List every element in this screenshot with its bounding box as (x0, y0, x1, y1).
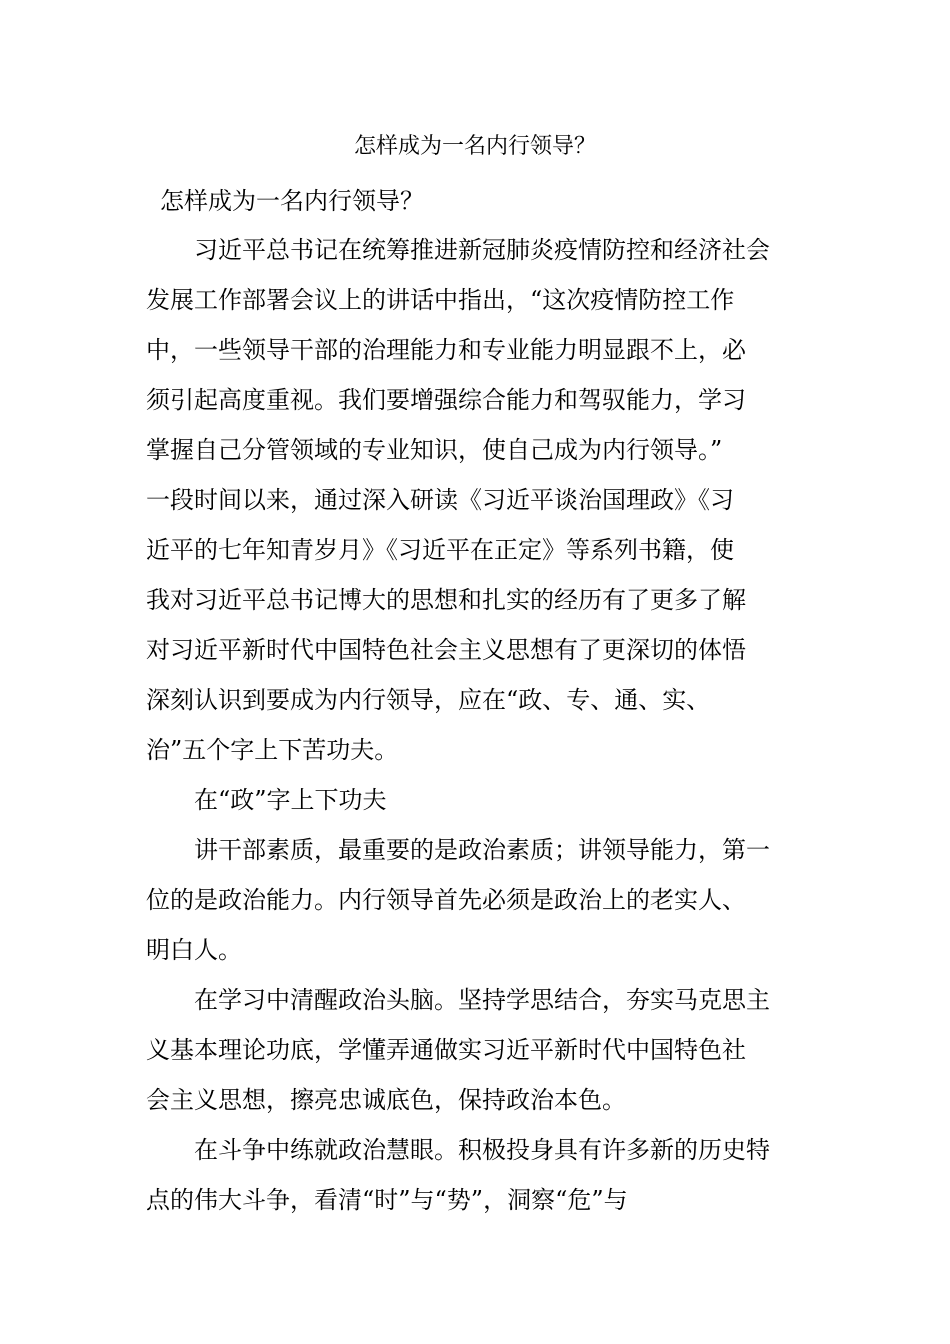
paragraph-line: 讲干部素质，最重要的是政治素质；讲领导能力，第一 (194, 836, 770, 864)
paragraph-line: 点的伟大斗争，看清“时”与“势”，洞察“危”与 (146, 1186, 628, 1214)
paragraph-line: 须引起高度重视。我们要增强综合能力和驾驭能力，学习 (146, 386, 746, 414)
paragraph-line: 深刻认识到要成为内行领导，应在“政、专、通、实、 (146, 686, 711, 714)
paragraph-line: 习近平总书记在统筹推进新冠肺炎疫情防控和经济社会 (194, 236, 770, 264)
paragraph-line: 近平的七年知青岁月》《习近平在正定》等系列书籍，使 (146, 536, 734, 564)
paragraph-line: 中，一些领导干部的治理能力和专业能力明显跟不上，必 (146, 336, 746, 364)
paragraph-line: 对习近平新时代中国特色社会主义思想有了更深切的体悟 (146, 636, 746, 664)
paragraph-line: 治”五个字上下苦功夫。 (146, 736, 399, 764)
paragraph-line: 掌握自己分管领域的专业知识，使自己成为内行领导。” (146, 436, 723, 464)
paragraph-line: 明白人。 (146, 936, 242, 964)
document-subtitle: 怎样成为一名内行领导？ (160, 187, 424, 215)
paragraph-line: 位的是政治能力。内行领导首先必须是政治上的老实人、 (146, 886, 746, 914)
paragraph-line: 在斗争中练就政治慧眼。积极投身具有许多新的历史特 (194, 1136, 770, 1164)
paragraph-line: 在学习中清醒政治头脑。坚持学思结合，夯实马克思主 (194, 986, 770, 1014)
section-heading: 在“政”字上下功夫 (194, 786, 387, 814)
paragraph-line: 会主义思想，擦亮忠诚底色，保持政治本色。 (146, 1086, 626, 1114)
document-title: 怎样成为一名内行领导？ (353, 134, 596, 159)
paragraph-line: 一段时间以来，通过深入研读《习近平谈治国理政》《习 (146, 486, 734, 514)
paragraph-line: 义基本理论功底，学懂弄通做实习近平新时代中国特色社 (146, 1036, 746, 1064)
paragraph-line: 发展工作部署会议上的讲话中指出，“这次疫情防控工作 (146, 286, 735, 314)
paragraph-line: 我对习近平总书记博大的思想和扎实的经历有了更多了解 (146, 586, 746, 614)
